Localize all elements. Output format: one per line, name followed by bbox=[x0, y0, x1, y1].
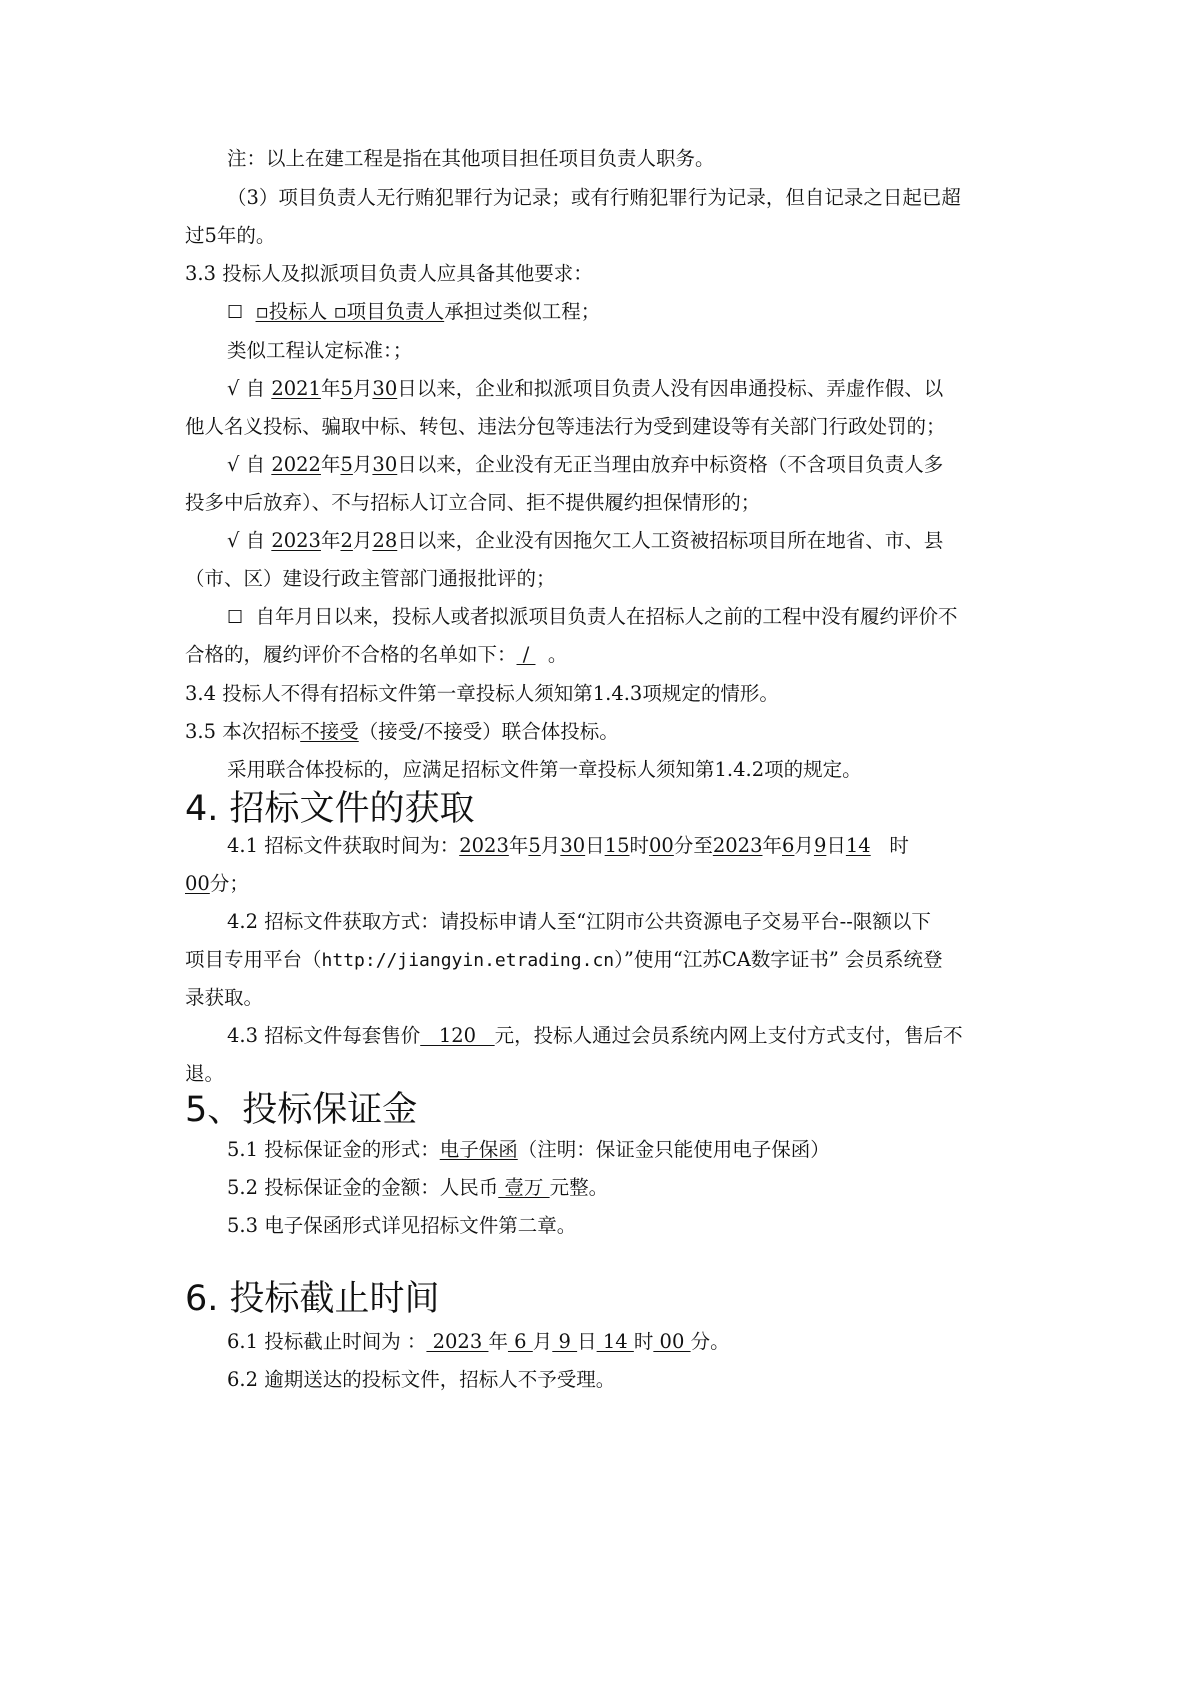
section-4-1-line2: 00分； bbox=[185, 872, 249, 895]
date-day: 30 bbox=[372, 377, 398, 400]
condition-1-line1: √ 自 2021年5月30日以来，企业和拟派项目负责人没有因串通投标、弄虚作假、以 bbox=[227, 377, 944, 400]
similar-project-requirement: ☐ ▫投标人 ▫项目负责人承担过类似工程； bbox=[227, 300, 601, 323]
date-year: 2021 bbox=[271, 377, 321, 400]
condition-4-line2: 合格的，履约评价不合格的名单如下： / 。 bbox=[185, 643, 568, 666]
section-4-3-line1: 4.3 招标文件每套售价 120 元，投标人通过会员系统内网上支付方式支付，售后不 bbox=[227, 1024, 963, 1047]
section-4-2-line2: 项目专用平台（http://jiangyin.etrading.cn）”使用“江苏CA数字证书” 会员系统登 bbox=[185, 948, 943, 971]
price-value: 120 bbox=[420, 1024, 495, 1047]
date-year: 2023 bbox=[271, 529, 321, 552]
bond-form: 电子保函 bbox=[439, 1138, 518, 1161]
section-4-1-line1: 4.1 招标文件获取时间为：2023年5月30日15时00分至2023年6月9日14 时 bbox=[227, 834, 909, 857]
section-3-3-heading: 3.3 投标人及拟派项目负责人应具备其他要求： bbox=[185, 262, 593, 285]
heading-6: 6. 投标截止时间 bbox=[185, 1279, 440, 1319]
section-4-2-line3: 录获取。 bbox=[185, 986, 264, 1009]
section-3-5: 3.5 本次招标不接受（接受/不接受）联合体投标。 bbox=[185, 720, 619, 743]
section-5-3: 5.3 电子保函形式详见招标文件第二章。 bbox=[227, 1214, 577, 1237]
blank-list: / bbox=[516, 643, 536, 666]
condition-3-line2: （市、区）建设行政主管部门通报批评的； bbox=[185, 567, 556, 590]
condition-4-line1: ☐ 自年月日以来，投标人或者拟派项目负责人在招标人之前的工程中没有履约评价不 bbox=[227, 605, 958, 628]
item-3-line1: （3）项目负责人无行贿犯罪行为记录；或有行贿犯罪行为记录，但自记录之日起已超 bbox=[227, 186, 961, 209]
section-6-1: 6.1 投标截止时间为 ： 2023 年 6 月 9 日 14 时 00 分。 bbox=[227, 1330, 730, 1353]
checkbox-icon: ☐ bbox=[227, 607, 244, 628]
section-6-2: 6.2 逾期送达的投标文件，招标人不予受理。 bbox=[227, 1368, 616, 1391]
heading-5: 5、投标保证金 bbox=[185, 1090, 418, 1130]
section-3-4: 3.4 投标人不得有招标文件第一章投标人须知第1.4.3项规定的情形。 bbox=[185, 682, 779, 705]
item-3-line2: 过5年的。 bbox=[185, 224, 276, 247]
section-4-3-line2: 退。 bbox=[185, 1062, 225, 1085]
underlined-options: ▫投标人 ▫项目负责人 bbox=[255, 300, 445, 323]
note-paragraph: 注：以上在建工程是指在其他项目担任项目负责人职务。 bbox=[227, 147, 715, 170]
checkbox-icon: ☐ bbox=[227, 302, 244, 323]
section-5-2: 5.2 投标保证金的金额：人民币 壹万 元整。 bbox=[227, 1176, 609, 1199]
date-month: 5 bbox=[340, 377, 353, 400]
similar-project-standard: 类似工程认定标准：； bbox=[227, 339, 413, 362]
platform-url-link[interactable]: http://jiangyin.etrading.cn bbox=[321, 950, 615, 971]
condition-3-line1: √ 自 2023年2月28日以来，企业没有因拖欠工人工资被招标项目所在地省、市、县 bbox=[227, 529, 944, 552]
condition-1-line2: 他人名义投标、骗取中标、转包、违法分包等违法行为受到建设等有关部门行政处罚的； bbox=[185, 415, 946, 438]
date-day: 30 bbox=[372, 453, 398, 476]
condition-2-line1: √ 自 2022年5月30日以来，企业没有无正当理由放弃中标资格（不含项目负责人多 bbox=[227, 453, 944, 476]
section-5-1: 5.1 投标保证金的形式：电子保函（注明：保证金只能使用电子保函） bbox=[227, 1138, 830, 1161]
consortium-note: 采用联合体投标的，应满足招标文件第一章投标人须知第1.4.2项的规定。 bbox=[227, 758, 862, 781]
date-month: 5 bbox=[340, 453, 353, 476]
section-4-2-line1: 4.2 招标文件获取方式：请投标申请人至“江阴市公共资源电子交易平台--限额以下 bbox=[227, 910, 931, 933]
date-day: 28 bbox=[372, 529, 398, 552]
condition-2-line2: 投多中后放弃）、不与招标人订立合同、拒不提供履约担保情形的； bbox=[185, 491, 761, 514]
date-year: 2022 bbox=[271, 453, 321, 476]
consortium-choice: 不接受 bbox=[300, 720, 359, 743]
bond-amount: 壹万 bbox=[498, 1176, 550, 1199]
heading-4: 4. 招标文件的获取 bbox=[185, 789, 475, 829]
date-month: 2 bbox=[340, 529, 353, 552]
